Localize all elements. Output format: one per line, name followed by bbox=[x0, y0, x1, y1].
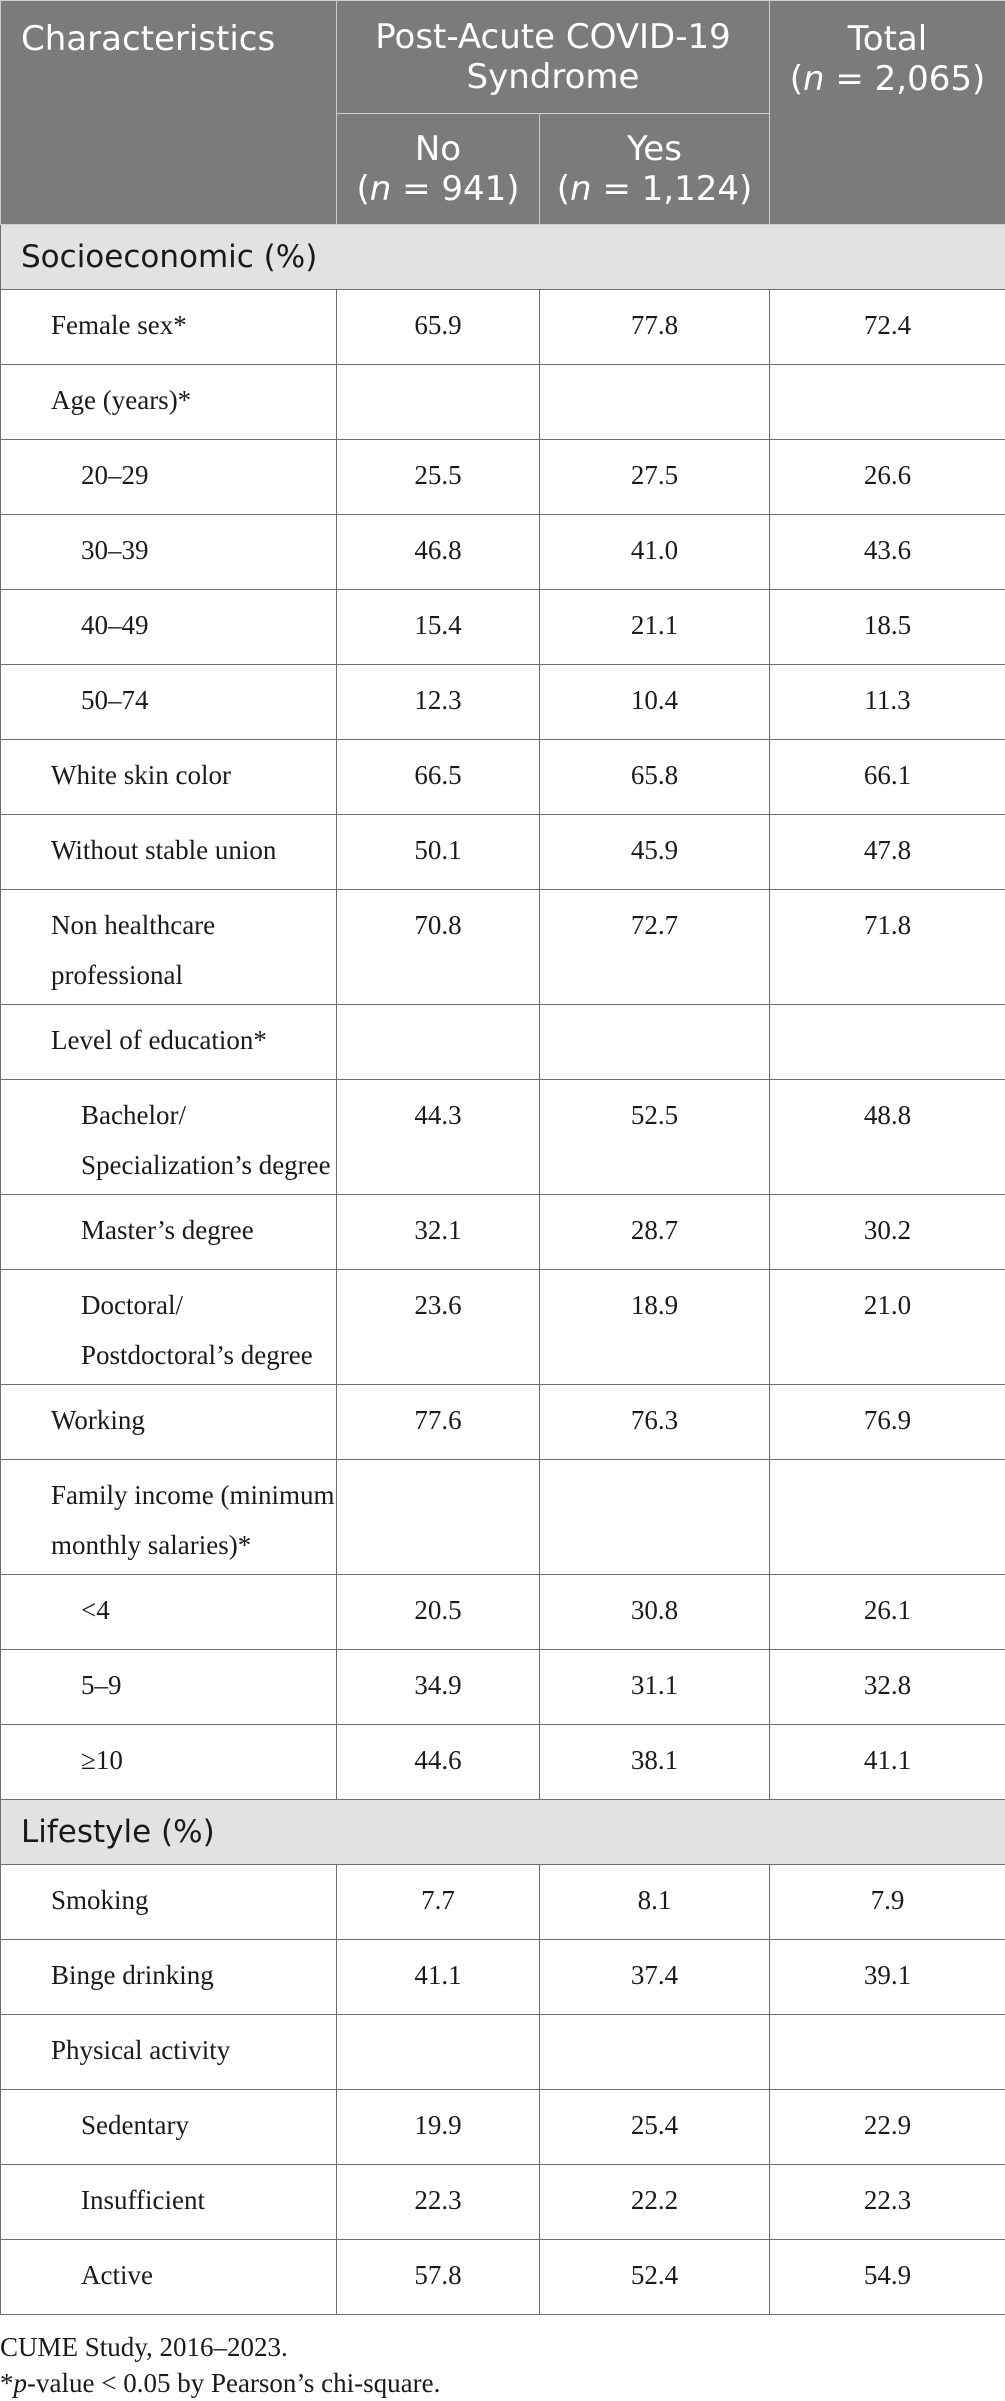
cell-yes: 76.3 bbox=[540, 1385, 770, 1460]
cell-total: 66.1 bbox=[770, 740, 1005, 815]
cell-total bbox=[770, 365, 1005, 440]
cell-yes: 27.5 bbox=[540, 440, 770, 515]
cell-total: 71.8 bbox=[770, 890, 1005, 1005]
cell-yes: 31.1 bbox=[540, 1650, 770, 1725]
cell-total: 41.1 bbox=[770, 1725, 1005, 1800]
table-row bbox=[1, 1865, 1005, 1940]
cell-yes: 22.2 bbox=[540, 2165, 770, 2240]
row-label: Bachelor/ Specialization’s degree bbox=[1, 1080, 337, 1195]
table-row bbox=[1, 740, 1005, 815]
cell-no: 50.1 bbox=[337, 815, 540, 890]
cell-no: 20.5 bbox=[337, 1575, 540, 1650]
cell-no: 32.1 bbox=[337, 1195, 540, 1270]
section-row bbox=[1, 1800, 1005, 1865]
cell-no: 34.9 bbox=[337, 1650, 540, 1725]
table-row bbox=[1, 2015, 1005, 2090]
cell-yes: 37.4 bbox=[540, 1940, 770, 2015]
cell-no: 46.8 bbox=[337, 515, 540, 590]
table-row bbox=[1, 665, 1005, 740]
table-row bbox=[1, 365, 1005, 440]
cell-yes: 18.9 bbox=[540, 1270, 770, 1385]
header-no bbox=[337, 114, 540, 225]
cell-total: 22.9 bbox=[770, 2090, 1005, 2165]
table-row bbox=[1, 290, 1005, 365]
row-label: Sedentary bbox=[1, 2090, 337, 2165]
section-title: Socioeconomic (%) bbox=[1, 225, 1005, 290]
table-row bbox=[1, 590, 1005, 665]
cell-total: 26.6 bbox=[770, 440, 1005, 515]
header-total bbox=[770, 1, 1005, 225]
footnote-source: CUME Study, 2016–2023. bbox=[0, 2329, 1005, 2365]
cell-no: 12.3 bbox=[337, 665, 540, 740]
row-label: ≥10 bbox=[1, 1725, 337, 1800]
table-body bbox=[1, 225, 1005, 2315]
cell-yes: 52.5 bbox=[540, 1080, 770, 1195]
row-label: 5–9 bbox=[1, 1650, 337, 1725]
cell-no: 77.6 bbox=[337, 1385, 540, 1460]
table-row bbox=[1, 1940, 1005, 2015]
cell-yes: 30.8 bbox=[540, 1575, 770, 1650]
cell-no: 19.9 bbox=[337, 2090, 540, 2165]
cell-yes bbox=[540, 1460, 770, 1575]
row-label: Working bbox=[1, 1385, 337, 1460]
cell-yes: 72.7 bbox=[540, 890, 770, 1005]
cell-no: 65.9 bbox=[337, 290, 540, 365]
cell-no bbox=[337, 2015, 540, 2090]
cell-no: 15.4 bbox=[337, 590, 540, 665]
cell-total bbox=[770, 2015, 1005, 2090]
table-row bbox=[1, 2090, 1005, 2165]
cell-no: 7.7 bbox=[337, 1865, 540, 1940]
header-total-n: (n = 2,065) bbox=[770, 59, 1005, 99]
cell-yes: 52.4 bbox=[540, 2240, 770, 2315]
header-yes-n: (n = 1,124) bbox=[540, 169, 769, 209]
table-row bbox=[1, 440, 1005, 515]
row-label: Female sex* bbox=[1, 290, 337, 365]
row-label: Age (years)* bbox=[1, 365, 337, 440]
cell-total: 7.9 bbox=[770, 1865, 1005, 1940]
table-row bbox=[1, 1650, 1005, 1725]
header-yes-label: Yes bbox=[540, 129, 769, 169]
cell-yes: 41.0 bbox=[540, 515, 770, 590]
footnote-significance bbox=[0, 2365, 1005, 2401]
row-label: Smoking bbox=[1, 1865, 337, 1940]
table-row bbox=[1, 1195, 1005, 1270]
cell-total bbox=[770, 1460, 1005, 1575]
row-label: 40–49 bbox=[1, 590, 337, 665]
row-label: Family income (minimum monthly salaries)* bbox=[1, 1460, 337, 1575]
table-header bbox=[1, 1, 1005, 225]
header-group-title: Post-Acute COVID-19 Syndrome bbox=[337, 1, 770, 114]
cell-total: 39.1 bbox=[770, 1940, 1005, 2015]
cell-no: 41.1 bbox=[337, 1940, 540, 2015]
cell-yes: 45.9 bbox=[540, 815, 770, 890]
cell-total: 54.9 bbox=[770, 2240, 1005, 2315]
cell-total: 76.9 bbox=[770, 1385, 1005, 1460]
header-total-label: Total bbox=[770, 19, 1005, 59]
header-yes bbox=[540, 114, 770, 225]
header-no-n: (n = 941) bbox=[337, 169, 539, 209]
cell-yes bbox=[540, 2015, 770, 2090]
cell-no bbox=[337, 365, 540, 440]
table-row bbox=[1, 515, 1005, 590]
section-title: Lifestyle (%) bbox=[1, 1800, 1005, 1865]
cell-yes bbox=[540, 1005, 770, 1080]
header-characteristics: Characteristics bbox=[1, 1, 337, 225]
cell-no: 70.8 bbox=[337, 890, 540, 1005]
cell-yes: 77.8 bbox=[540, 290, 770, 365]
row-label: Level of education* bbox=[1, 1005, 337, 1080]
table-row bbox=[1, 2165, 1005, 2240]
cell-yes: 28.7 bbox=[540, 1195, 770, 1270]
cell-total: 48.8 bbox=[770, 1080, 1005, 1195]
table-row bbox=[1, 1575, 1005, 1650]
table-row bbox=[1, 2240, 1005, 2315]
table-row bbox=[1, 1270, 1005, 1385]
row-label: Active bbox=[1, 2240, 337, 2315]
table-row bbox=[1, 815, 1005, 890]
cell-total: 22.3 bbox=[770, 2165, 1005, 2240]
cell-total: 26.1 bbox=[770, 1575, 1005, 1650]
table-row bbox=[1, 890, 1005, 1005]
cell-no: 44.3 bbox=[337, 1080, 540, 1195]
cell-yes bbox=[540, 365, 770, 440]
header-no-label: No bbox=[337, 129, 539, 169]
cell-total: 43.6 bbox=[770, 515, 1005, 590]
row-label: Doctoral/ Postdoctoral’s degree bbox=[1, 1270, 337, 1385]
cell-total: 30.2 bbox=[770, 1195, 1005, 1270]
row-label: Without stable union bbox=[1, 815, 337, 890]
cell-yes: 25.4 bbox=[540, 2090, 770, 2165]
table-row bbox=[1, 1005, 1005, 1080]
cell-yes: 10.4 bbox=[540, 665, 770, 740]
cell-yes: 8.1 bbox=[540, 1865, 770, 1940]
footnote-star: * bbox=[0, 2368, 14, 2398]
cell-no: 44.6 bbox=[337, 1725, 540, 1800]
cell-total: 72.4 bbox=[770, 290, 1005, 365]
table-row bbox=[1, 1080, 1005, 1195]
table-row bbox=[1, 1725, 1005, 1800]
cell-yes: 65.8 bbox=[540, 740, 770, 815]
cell-no: 66.5 bbox=[337, 740, 540, 815]
table-row bbox=[1, 1385, 1005, 1460]
cell-yes: 21.1 bbox=[540, 590, 770, 665]
row-label: White skin color bbox=[1, 740, 337, 815]
row-label: Insufficient bbox=[1, 2165, 337, 2240]
cell-total: 32.8 bbox=[770, 1650, 1005, 1725]
cell-no: 22.3 bbox=[337, 2165, 540, 2240]
table-row bbox=[1, 1460, 1005, 1575]
cell-total: 47.8 bbox=[770, 815, 1005, 890]
section-row bbox=[1, 225, 1005, 290]
row-label: 20–29 bbox=[1, 440, 337, 515]
row-label: Non healthcare professional bbox=[1, 890, 337, 1005]
cell-total: 11.3 bbox=[770, 665, 1005, 740]
cell-total: 18.5 bbox=[770, 590, 1005, 665]
row-label: Master’s degree bbox=[1, 1195, 337, 1270]
cell-no: 25.5 bbox=[337, 440, 540, 515]
cell-no: 23.6 bbox=[337, 1270, 540, 1385]
footnote-sig-text: -value < 0.05 by Pearson’s chi-square. bbox=[27, 2368, 440, 2398]
row-label: Physical activity bbox=[1, 2015, 337, 2090]
cell-no bbox=[337, 1460, 540, 1575]
row-label: 50–74 bbox=[1, 665, 337, 740]
row-label: Binge drinking bbox=[1, 1940, 337, 2015]
cell-no bbox=[337, 1005, 540, 1080]
cell-total bbox=[770, 1005, 1005, 1080]
row-label: <4 bbox=[1, 1575, 337, 1650]
cell-no: 57.8 bbox=[337, 2240, 540, 2315]
cell-yes: 38.1 bbox=[540, 1725, 770, 1800]
footnote-p: p bbox=[14, 2368, 28, 2398]
row-label: 30–39 bbox=[1, 515, 337, 590]
cell-total: 21.0 bbox=[770, 1270, 1005, 1385]
